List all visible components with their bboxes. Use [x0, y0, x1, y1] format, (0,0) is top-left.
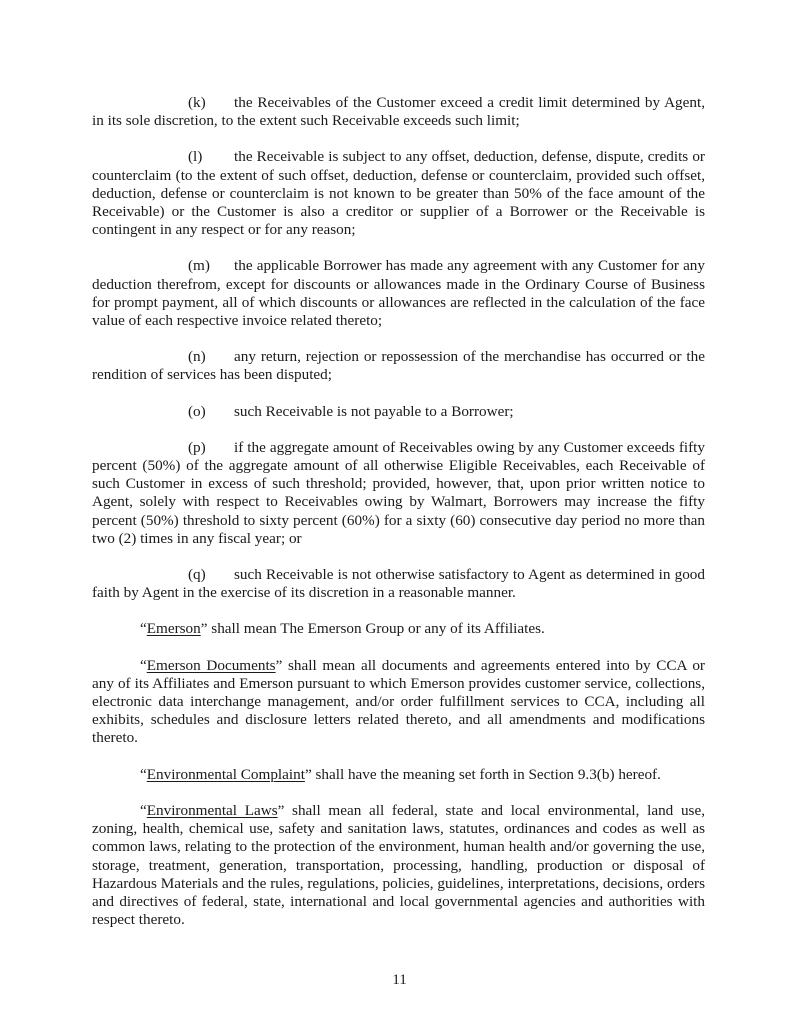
definition-text: shall mean all federal, state and local environmental, land use, zoning, health, chemical use, safety and sanitation laws, statutes, ordinances and codes as well as common laws, relating to the protection of the environment, human health and/or governing the use, storage, treatment, generation, transportation, processing, handling, production or disposal of Hazardous Materials and the rules, regulations, policies, guidelines, interpretations, decisions, orders and directives of federal, state, international and local governmental agencies and authorities with respect thereto. — [92, 801, 706, 929]
definition-environmental-laws — [92, 802, 705, 929]
close-quote: ” — [304, 765, 312, 783]
open-quote: “ — [140, 801, 147, 819]
definition-text: shall mean The Emerson Group or any of its Affiliates. — [207, 620, 545, 638]
clause-text: the Receivable is subject to any offset, deduction, defense, dispute, credits or counterclaim (to the extent of such offset, deduction, defense or counterclaim, provided such offset, deduction, defense or counterclaim is not known to be greater than 50% of the face amount of the Receivable) or the Customer is also a creditor or supplier of a Borrower or the Receivable is contingent in any respect or for any reason; — [92, 148, 705, 239]
close-quote: ” — [200, 620, 208, 638]
clause-marker: (n) — [188, 348, 206, 366]
clause-m — [92, 257, 705, 330]
clause-text: if the aggregate amount of Receivables owing by any Customer exceeds fifty percent (50%) of the aggregate amount of all otherwise Eligible Receivables, each Receivable of such Customer in excess of such threshold; provided, however, that, upon prior written notice to Agent, solely with respect to Receivables owing by Walmart, Borrowers may increase the fifty percent (50%) threshold to sixty percent (60%) for a sixty (60) consecutive day period no more than two (2) times in any fiscal year; or — [92, 438, 705, 547]
defined-term: Emerson Documents — [146, 656, 276, 674]
open-quote: “ — [140, 765, 147, 783]
clause-marker: (m) — [188, 257, 210, 275]
defined-term: Emerson — [146, 620, 201, 638]
clause-marker: (o) — [188, 402, 206, 420]
open-quote: “ — [140, 620, 147, 638]
definition-environmental-complaint — [92, 766, 705, 784]
clause-text: the Receivables of the Customer exceed a credit limit determined by Agent, in its sole discretion, to the extent such Receivable exceeds such limit; — [92, 94, 705, 130]
clause-k — [92, 94, 705, 130]
clause-n — [92, 348, 705, 384]
definition-emerson-documents — [92, 657, 705, 748]
clause-text: any return, rejection or repossession of the merchandise has occurred or the rendition of services has been disputed; — [92, 348, 705, 384]
clause-text: such Receivable is not otherwise satisfactory to Agent as determined in good faith by Agent in the exercise of its discretion in a reasonable manner. — [92, 566, 705, 602]
definition-emerson — [92, 620, 705, 638]
open-quote: “ — [140, 656, 147, 674]
clause-marker: (q) — [188, 566, 206, 584]
clause-marker: (k) — [188, 94, 206, 111]
definition-text: shall have the meaning set forth in Section 9.3(b) hereof. — [311, 765, 661, 783]
clause-text: the applicable Borrower has made any agreement with any Customer for any deduction therefrom, except for discounts or allowances made in the Ordinary Course of Business for prompt payment, all of which discounts or allowances are reflected in the calculation of the face value of each respective invoice related thereto; — [92, 257, 705, 330]
clause-marker: (p) — [188, 438, 206, 456]
clause-p — [92, 439, 705, 548]
clause-l — [92, 148, 705, 239]
close-quote: ” — [277, 801, 285, 819]
defined-term: Environmental Laws — [146, 801, 278, 819]
clause-marker: (l) — [188, 148, 203, 166]
clause-text: such Receivable is not payable to a Borrower; — [234, 402, 514, 420]
clause-o — [92, 403, 705, 421]
defined-term: Environmental Complaint — [146, 765, 305, 783]
definition-text: shall mean all documents and agreements entered into by CCA or any of its Affiliates and Emerson pursuant to which Emerson provides customer service, collections, electronic data interchange management, and/or order fulfillment services to CCA, including all exhibits, schedules and disclosure letters related thereto, and all amendments and modifications thereto. — [92, 656, 705, 747]
clause-q — [92, 566, 705, 602]
document-page — [92, 94, 705, 947]
page-number: 11 — [392, 971, 407, 988]
close-quote: ” — [275, 656, 283, 674]
